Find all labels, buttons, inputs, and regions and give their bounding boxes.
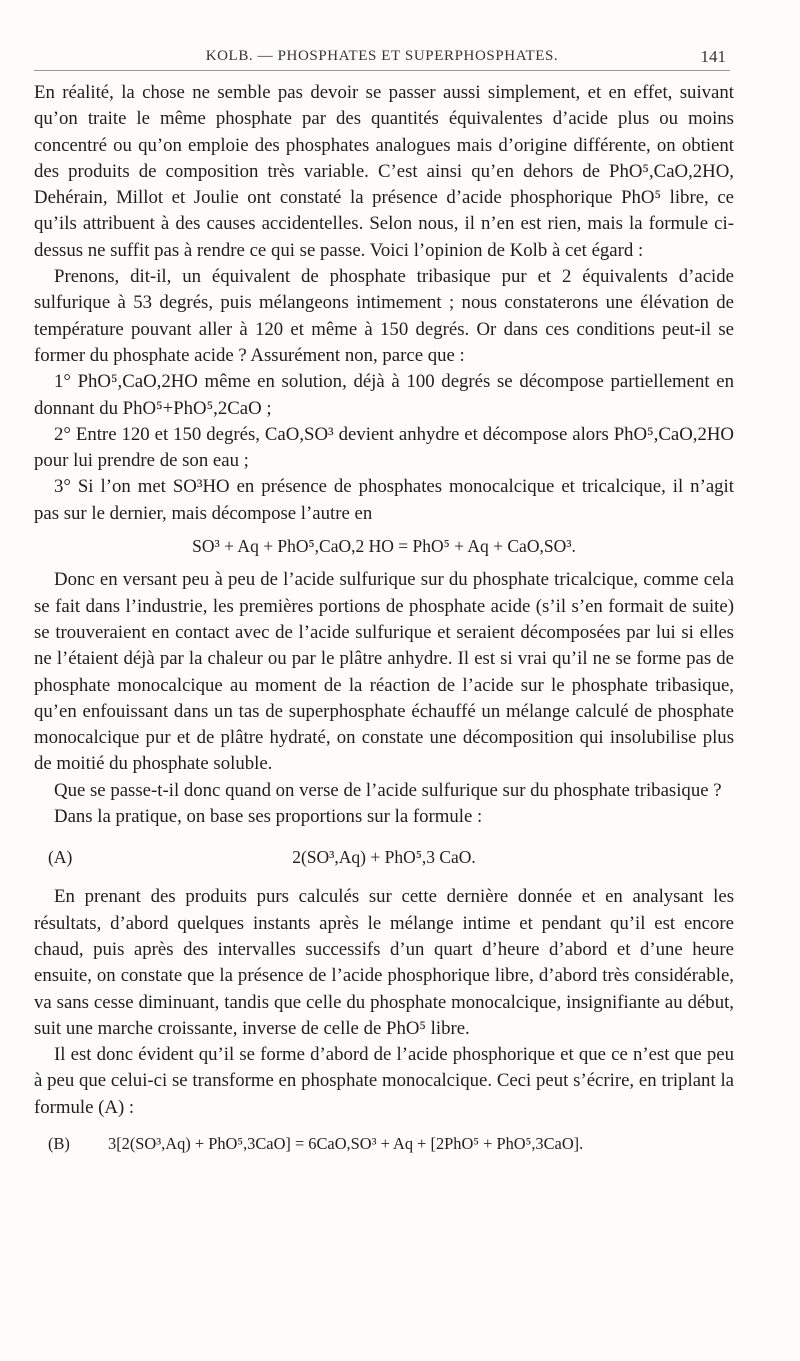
equation-a [34,844,734,868]
paragraph-3: Donc en versant peu à peu de l’acide sulfurique sur du phosphate tricalcique, comme cela se fait dans l’industrie, les premières portions de phosphate acide (s’il s’en formait de suite) se trouveraient en contact avec de l’acide sulfurique et seraient décomposées par lui si elles ne l’étaient déjà par la chaleur ou par le plâtre anhydre. Il est si vrai qu’il ne se forme pas de phosphate monocalcique au moment de la réaction de l’acide sur le phosphate tribasique, qu’en enfouissant dans un tas de superphosphate échauffé un mélange calculé de phosphate monocalcique pur et de plâtre hydraté, on constate une décomposition qui insolubilise plus de moitié du phosphate soluble. [34,569,734,775]
equation-b-expression: 3[2(SO³,Aq) + PhO⁵,3CaO] = 6CaO,SO³ + Aq + [2PhO⁵ + PhO⁵,3CaO]. [108,1133,584,1153]
equation-b-label: (B) [48,1133,70,1153]
page-body [34,80,734,1157]
list-item-2: 2° Entre 120 et 150 degrés, CaO,SO³ devient anhydre et décompose alors PhO⁵,CaO,2HO pour lui prendre de son eau ; [34,423,734,472]
list-item-1: 1° PhO⁵,CaO,2HO même en solution, déjà à 100 degrés se décompose partiellement en donnant du PhO⁵+PhO⁵,2CaO ; [34,371,734,419]
equation-a-expression: 2(SO³,Aq) + PhO⁵,3 CaO. [292,847,476,868]
paragraph-1: En réalité, la chose ne semble pas devoir se passer aussi simplement, et en effet, suivant qu’on traite le même phosphate par des quantités équivalentes d’acide plus ou moins concentré ou qu’on emploie des phosphates analogues mais d’origine différente, on obtient des produits de composition très variable. C’est ainsi qu’en dehors de PhO⁵,CaO,2HO, Dehérain, Millot et Joulie ont constaté la présence d’acide phosphorique PhO⁵ libre, ce qu’ils attribuent à des causes accidentelles. Selon nous, il n’en est rien, mais la formule ci-dessus ne suffit pas à rendre ce qui se passe. Voici l’opinion de Kolb à cet égard : [34,82,734,261]
paragraph-6: En prenant des produits purs calculés sur cette dernière donnée et en analysant les résultats, d’abord quelques instants après le mélange intime et pendant qu’il est encore chaud, puis après des intervalles successifs d’un quart d’heure d’abord et d’une heure ensuite, on constate que la présence de l’acide phosphorique libre, d’abord très considérable, va sans cesse diminuant, tandis que celle du phosphate monocalcique, insignifiante au début, suit une marche croissante, inverse de celle de PhO⁵ libre. [34,886,734,1039]
paragraph-7: Il est donc évident qu’il se forme d’abord de l’acide phosphorique et que ce n’est que peu à peu que celui-ci se transforme en phosphate monocalcique. Ceci peut s’écrire, en triplant la formule (A) : [34,1044,734,1118]
running-title: KOLB. — PHOSPHATES ET SUPERPHOSPHATES. [205,48,559,64]
paragraph-4: Que se passe-t-il donc quand on verse de l’acide sulfurique sur du phosphate tribasique ? [54,779,722,801]
equation-1: SO³ + Aq + PhO⁵,CaO,2 HO = PhO⁵ + Aq + CaO,SO³. [192,536,576,557]
list-item-3: 3° Si l’on met SO³HO en présence de phosphates monocalcique et tricalcique, il n’agit pas sur le dernier, mais décompose l’autre en [34,476,734,524]
paragraph-5: Dans la pratique, on base ses proportions sur la formule : [54,806,483,828]
equation-a-label: (A) [48,847,73,868]
equation-b [34,1131,734,1157]
running-header [34,48,730,71]
page-number: 141 [700,47,726,66]
paragraph-2: Prenons, dit-il, un équivalent de phosphate tribasique pur et 2 équivalents d’acide sulfurique à 53 degrés, puis mélangeons intimement ; nous constaterons une élévation de température pouvant aller à 120 et même à 150 degrés. Or dans ces conditions peut-il se former du phosphate acide ? Assurément non, parce que : [34,266,734,366]
